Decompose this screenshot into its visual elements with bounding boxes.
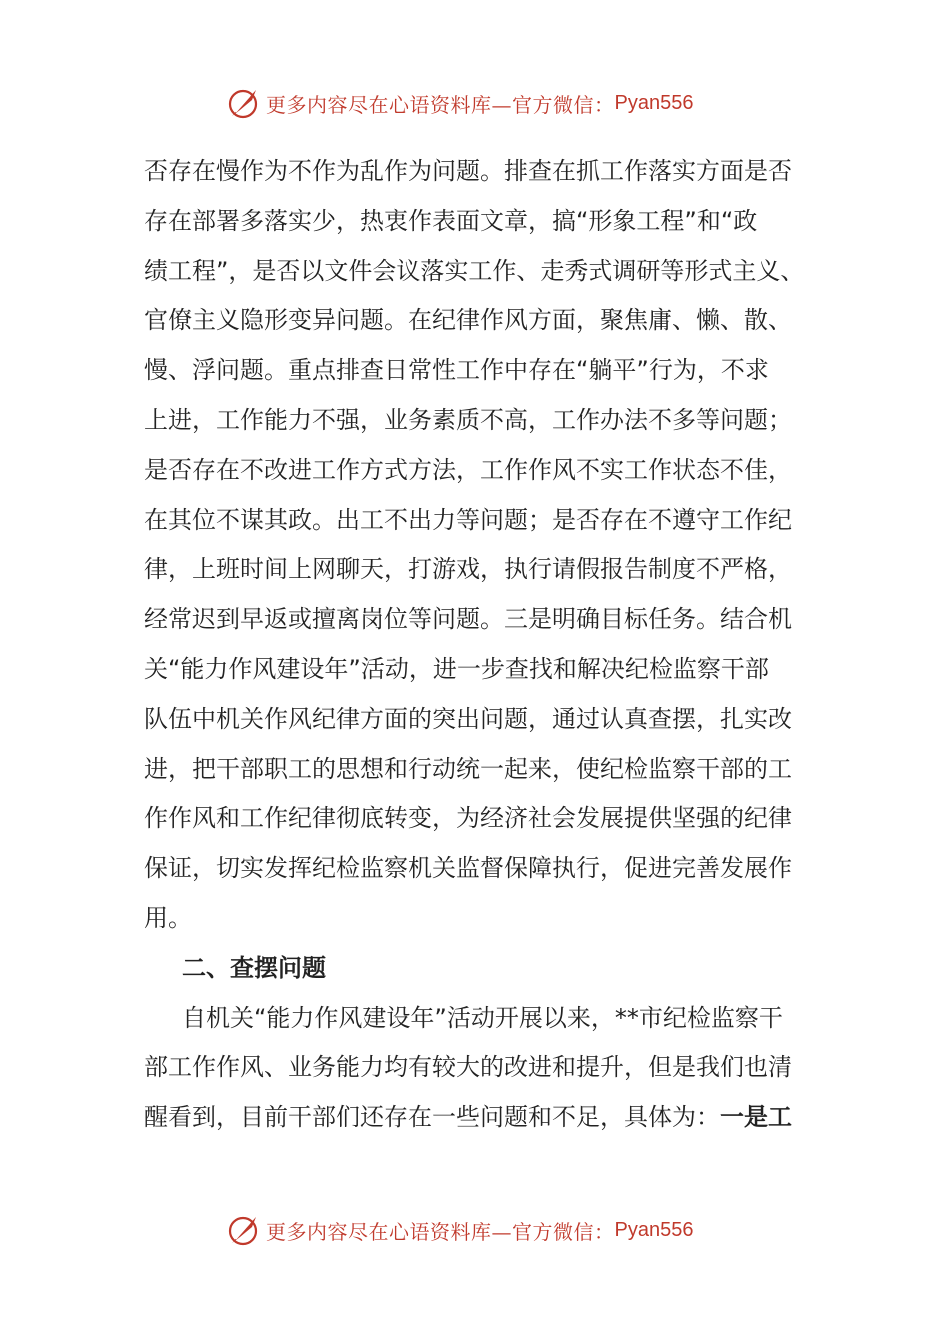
body-line: 在其位不谋其政。出工不出力等问题；是否存在不遵守工作纪: [144, 505, 792, 534]
bold-lead-text: 一是工: [720, 1103, 792, 1132]
footer-banner: [226, 1213, 746, 1247]
quill-pen-logo-icon: [226, 1213, 262, 1247]
body-line: 官僚主义隐形变异问题。在纪律作风方面，聚焦庸、懒、散、: [144, 306, 792, 335]
body-line: 绩工程”，是否以文件会议落实工作、走秀式调研等形式主义、: [144, 256, 805, 285]
body-line: 上进，工作能力不强，业务素质不高，工作办法不多等问题；: [144, 405, 792, 434]
body-line-text: 醒看到，目前干部们还存在一些问题和不足，具体为：: [144, 1103, 720, 1132]
body-line: 队伍中机关作风纪律方面的突出问题，通过认真查摆，扎实改: [144, 704, 792, 733]
document-body: [144, 147, 810, 1143]
body-line: 关“能力作风建设年”活动，进一步查找和解决纪检监察干部: [144, 654, 769, 683]
quill-pen-logo-icon: [226, 86, 262, 120]
body-line: 经常迟到早返或擅离岗位等问题。三是明确目标任务。结合机: [144, 605, 792, 634]
header-banner-contact: Pyan556: [614, 91, 694, 114]
body-line: 用。: [144, 903, 192, 932]
header-banner: [226, 86, 746, 120]
body-line: 否存在慢作为不作为乱作为问题。排查在抓工作落实方面是否: [144, 157, 792, 185]
body-line: 保证，切实发挥纪检监察机关监督保障执行，促进完善发展作: [144, 854, 792, 883]
body-line: 慢、浮问题。重点排查日常性工作中存在“躺平”行为，不求: [144, 356, 769, 385]
section-heading: 二、查摆问题: [182, 953, 326, 982]
body-line: 作作风和工作纪律彻底转变，为经济社会发展提供坚强的纪律: [144, 804, 792, 833]
body-line: 是否存在不改进工作方式方法，工作作风不实工作状态不佳，: [144, 455, 792, 484]
footer-banner-contact: Pyan556: [614, 1218, 694, 1241]
body-line: 进，把干部职工的思想和行动统一起来，使纪检监察干部的工: [144, 754, 792, 783]
body-line-last: [144, 1093, 810, 1143]
body-line: 存在部署多落实少，热衷作表面文章，搞“形象工程”和“政: [144, 206, 758, 235]
body-line: 律，上班时间上网聊天，打游戏，执行请假报告制度不严格，: [144, 555, 792, 584]
header-banner-text: 更多内容尽在心语资料库—官方微信：: [266, 92, 615, 117]
body-line: 自机关“能力作风建设年”活动开展以来，**市纪检监察干: [182, 1003, 783, 1032]
footer-banner-text: 更多内容尽在心语资料库—官方微信：: [266, 1219, 615, 1244]
body-line: 部工作作风、业务能力均有较大的改进和提升，但是我们也清: [144, 1053, 792, 1082]
